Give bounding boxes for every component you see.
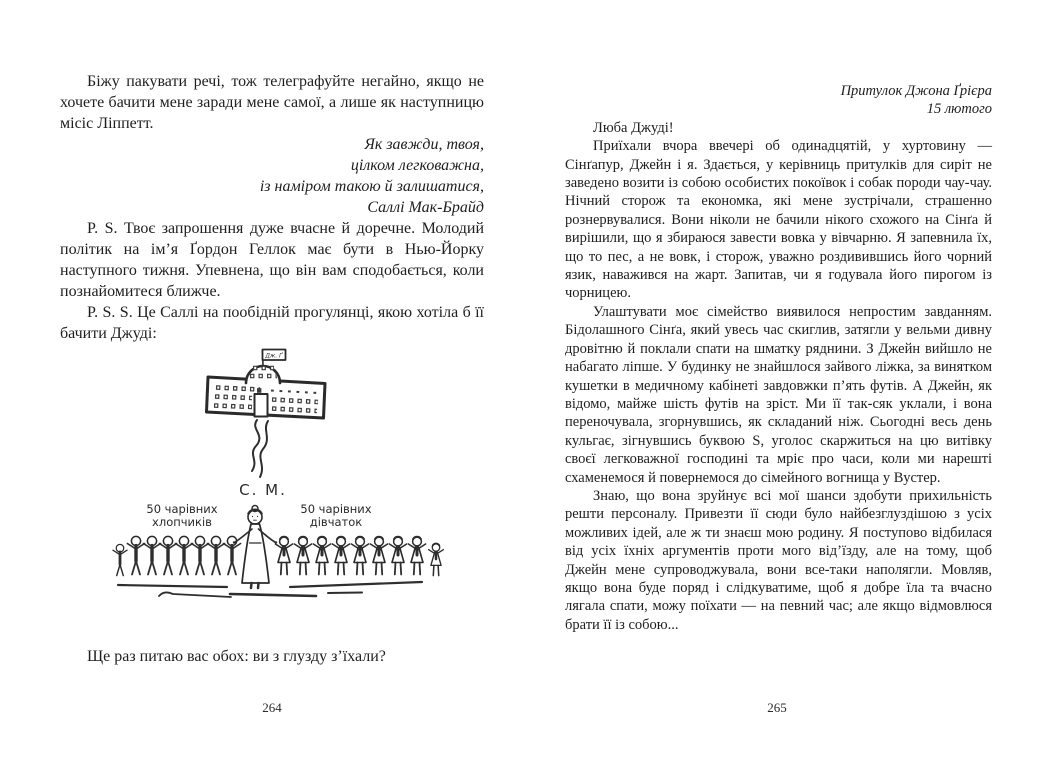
right-page-text-block: [565, 82, 992, 634]
sallie-figure-drawing: [233, 506, 277, 589]
letter-paragraph-3: Знаю, що вона зруйнує всі мої шанси здобути прихильність решти персоналу. Привезти її сюди було найбезглуздішою з усіх можливих ідей, але ж ти знаєш мою родину. Я поступово відбилася від усіх їхніх аргументів проти мого від’їзду, але на тому, щоб Джейн мене супроводжувала, вони все-таки наполягли. Мовляв, якщо вона буде поряд і слідкуватиме, щоб я добре їла та вчасно лягала спати, можу поїхати — на певний час; але якщо відмовлюся брати її із собою...: [565, 487, 992, 633]
letter-paragraph-1: Приїхали вчора ввечері об одинадцятій, у хуртовину — Сінґапур, Джейн і я. Здається, у керівниць притулків для сиріт не заведено возити із собою особистих покоївок і собак породи чау-чау. Нічний сторож та економка, які мене зустрічали, страшенно рознервувалися. Вони ніколи не бачили нікого схожого на Сінґа й вирішили, що я збираюся завести вовка у вівчарню. Я запевнила їх, що то пес, а не вовк, і сторож, уважно роздивившись його чорний язик, наважився на жарт. Запитав, чи я годувала його пирогом із чорницею.: [565, 138, 992, 302]
page-right: [525, 0, 1050, 760]
salutation: Люба Джуді!: [593, 119, 674, 136]
left-page-text-block: [60, 71, 484, 344]
signature-line: Як завжди, твоя,: [364, 136, 484, 153]
closing-question: Ще раз питаю вас обох: ви з глузду з’їхали?: [87, 648, 386, 665]
orphanage-building-drawing: [207, 350, 326, 478]
signature-line: цілком легковажна,: [350, 157, 484, 174]
page-number-left: 264: [262, 700, 282, 715]
winding-path-drawing: [252, 420, 259, 471]
signature-line: із наміром такою й залишатися,: [259, 178, 484, 195]
boys-caption-line-2: хлопчиків: [152, 515, 212, 529]
page-number-right: 265: [767, 700, 787, 715]
girls-caption-line-2: дівчаток: [309, 515, 363, 529]
letterhead-place: Притулок Джона Ґрієра: [840, 83, 992, 99]
postscript-2-paragraph: P. S. S. Це Саллі на пообідній прогулянці, якою хотіла б її бачити Джуді:: [60, 304, 484, 342]
paragraph-intro: Біжу пакувати речі, тож телеграфуйте негайно, якщо не хочете бачити мене заради мене самої, а лише як наступницю місіс Ліппетт.: [60, 73, 484, 132]
letterhead-date: 15 лютого: [926, 101, 992, 118]
boys-caption-line-1: 50 чарівних: [146, 502, 218, 516]
girls-caption-line-1: 50 чарівних: [300, 502, 372, 516]
monogram-label: С. М.: [239, 481, 287, 499]
letter-paragraph-2: Улаштувати моє сімейство виявилося непростим завданням. Бідолашного Сінґа, який увесь час скиглив, затягли у вельми дивну дровітню й поклали спати на шматку ряднини. З Джейн вийшло не набагато ліпше. У будинку не знайшлося зайвого ліжка, за винятком кушетки в медичному кабінеті завдовжки п’ять футів. А Джейн, як відомо, майже шість футів на зріст. Ми її так-сяк уклали, і вона переночувала, згорнувшись, як складаний ніж. Сьогодні весь день кульгає, зігнувшись буквою S, уголос скаржиться на цю витівку своєї легковажної господині та мріє про часи, коли ми нарешті схаменемося й повернемося до сімейного вогнища у Вустер.: [565, 303, 992, 486]
signature-line: Саллі Мак-Брайд: [367, 199, 484, 216]
flag-label: Дж. Ґ: [265, 352, 283, 360]
postscript-paragraph: P. S. Твоє запрошення дуже вчасне й доречне. Молодий політик на ім’я Ґордон Геллок має бути в Нью-Йорку наступного тижня. Упевнена, що він вам сподобається, коли познайомитеся ближче.: [60, 220, 484, 300]
hand-drawn-illustration: [60, 330, 484, 610]
